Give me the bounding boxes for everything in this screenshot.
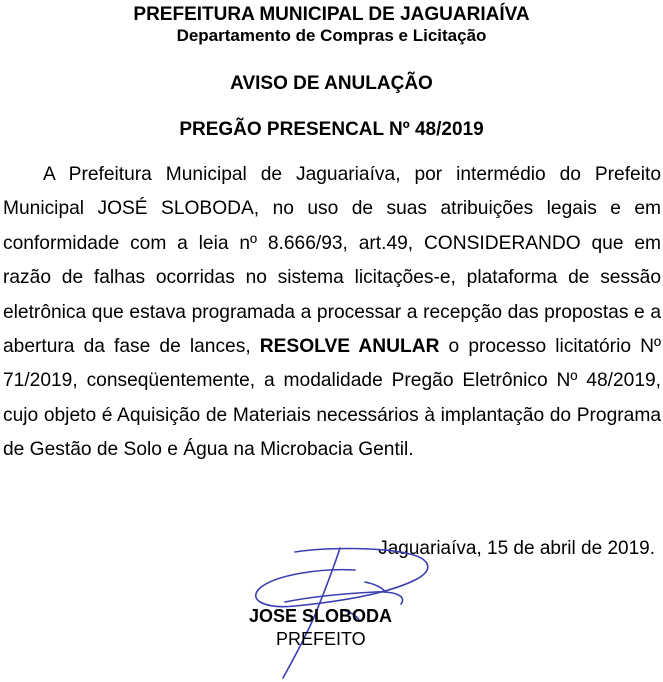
- signatory-name: JOSE SLOBODA: [249, 606, 393, 626]
- place-date: Jaguariaíva, 15 de abril de 2019.: [378, 538, 655, 559]
- municipality-heading: PREFEITURA MUNICIPAL DE JAGUARIAÍVA: [133, 4, 530, 25]
- notice-title: AVISO DE ANULAÇÃO: [230, 73, 433, 94]
- body-text-part2: o processo licitatório Nº 71/2019, conseqüentemente, a modalidade Pregão Eletrônico Nº 48/2019, cujo objeto é Aquisição de Materiais necessários à implantação do Programa de Gestão de Solo e Água na Microbacia Gentil.: [3, 336, 661, 461]
- body-emphasis: RESOLVE ANULAR: [259, 336, 440, 358]
- notice-subtitle: PREGÃO PRESENCAL Nº 48/2019: [179, 119, 484, 140]
- signatory-title: PREFEITO: [276, 629, 366, 649]
- body-text-part1: A Prefeitura Municipal de Jaguariaíva, por intermédio do Prefeito Municipal JOSÉ SLOBODA, no uso de suas atribuições legais e em conformidade com a leia nº 8.666/93, art.49, CONSIDERANDO que em razão de falhas ocorridas no sistema licitações-e, plataforma de sessão eletrônica que estava programada a processar a recepção das propostas e a abertura da fase de lances,: [3, 164, 661, 358]
- notice-body: [3, 158, 661, 468]
- department-heading: Departamento de Compras e Licitação: [176, 26, 487, 45]
